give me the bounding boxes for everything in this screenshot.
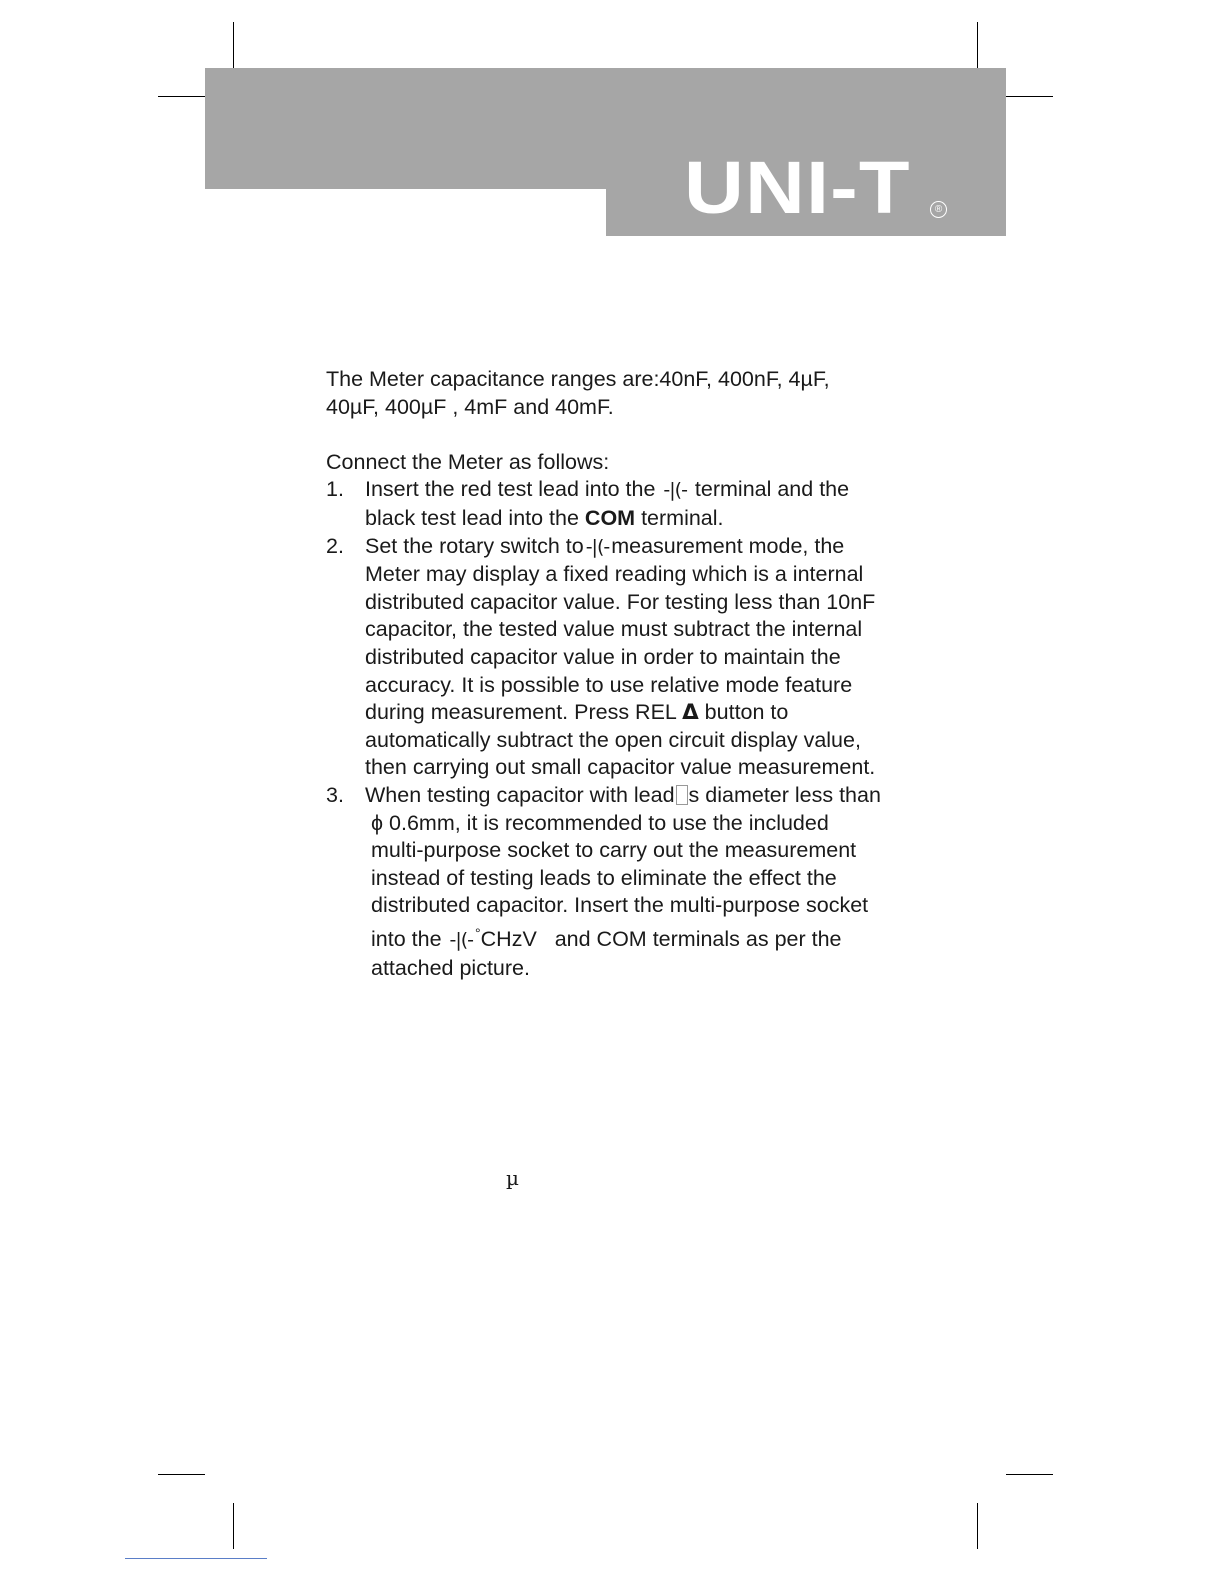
crop-mark-bottom-left	[233, 1503, 234, 1549]
step-line	[371, 920, 946, 955]
step-line: automatically subtract the open circuit display value,	[365, 727, 861, 752]
intro-line: The Meter capacitance ranges are:40nF, 400nF, 4µF,	[326, 367, 830, 391]
phi-icon: ϕ	[371, 810, 384, 835]
text: button to	[698, 700, 789, 725]
apostrophe-box-icon	[676, 785, 688, 805]
step-line: distributed capacitor value. For testing less than 10nF	[365, 589, 876, 614]
step-line: then carrying out small capacitor value measurement.	[365, 755, 876, 780]
text: 0.6mm, it is recommended to use the included	[383, 810, 829, 835]
step-number: 3.	[326, 782, 344, 807]
text: Insert the red test lead into the	[365, 477, 662, 502]
text: Set the rotary switch to	[365, 533, 584, 558]
step-number: 2.	[326, 533, 344, 558]
com-terminal-label: COM	[584, 505, 636, 530]
manual-content	[326, 366, 946, 982]
crop-mark-bottom-right	[977, 1503, 978, 1549]
step-line	[371, 810, 946, 838]
text: during measurement. Press REL	[365, 700, 683, 725]
step-1	[326, 476, 946, 532]
crop-mark-left-upper	[158, 96, 205, 97]
step-line	[365, 782, 946, 810]
step-line	[365, 476, 946, 505]
step-2	[326, 533, 946, 782]
step-line: instead of testing leads to eliminate the effect the	[371, 865, 837, 890]
crop-mark-top-right	[977, 22, 978, 68]
brand-logo: UNI-T	[684, 146, 911, 229]
text: measurement mode, the	[611, 533, 845, 558]
step-number: 1.	[326, 477, 344, 502]
crop-mark-top-left	[233, 22, 234, 68]
text: and COM terminals as per the	[536, 927, 842, 952]
delta-icon: Δ	[682, 700, 699, 726]
crop-mark-left-lower	[158, 1474, 205, 1475]
text: terminal and the	[688, 477, 850, 502]
crop-mark-right-lower	[1006, 1474, 1053, 1475]
connect-heading: Connect the Meter as follows:	[326, 449, 610, 474]
step-line	[365, 505, 946, 533]
text: terminal.	[635, 505, 724, 530]
intro-line: 40µF, 400µF , 4mF and 40mF.	[326, 394, 614, 419]
step-3-continuation	[365, 810, 946, 983]
step-3	[326, 782, 946, 982]
capacitor-symbol-icon: -|(-	[449, 929, 474, 952]
step-line: accuracy. It is possible to use relative mode feature	[365, 672, 853, 697]
bottom-underline-mark	[125, 1558, 267, 1559]
capacitor-symbol-icon: -|(-	[585, 535, 610, 558]
step-line: capacitor, the tested value must subtract the internal	[365, 617, 863, 642]
text: into the	[371, 927, 448, 952]
text: s diameter less than	[688, 782, 881, 807]
degree-icon: °	[475, 924, 481, 941]
crop-mark-right-upper	[1006, 96, 1053, 97]
step-line: attached picture.	[371, 955, 530, 980]
step-line: distributed capacitor. Insert the multi-purpose socket	[371, 893, 869, 918]
paragraph-gap	[326, 421, 946, 449]
stray-mu-glyph: µ	[506, 1166, 519, 1190]
text: black test lead into the	[365, 505, 585, 530]
registered-mark: ®	[930, 201, 947, 218]
step-line: distributed capacitor value in order to maintain the	[365, 644, 841, 669]
intro-paragraph	[326, 366, 946, 421]
step-line: Meter may display a fixed reading which is a internal	[365, 562, 864, 587]
text: When testing capacitor with lead	[365, 782, 675, 807]
step-line: multi-purpose socket to carry out the measurement	[371, 838, 857, 863]
capacitor-symbol-icon: -|(-	[663, 479, 687, 502]
step-line	[365, 699, 946, 727]
terminal-label: CHzV	[480, 927, 537, 952]
step-line	[365, 533, 946, 562]
